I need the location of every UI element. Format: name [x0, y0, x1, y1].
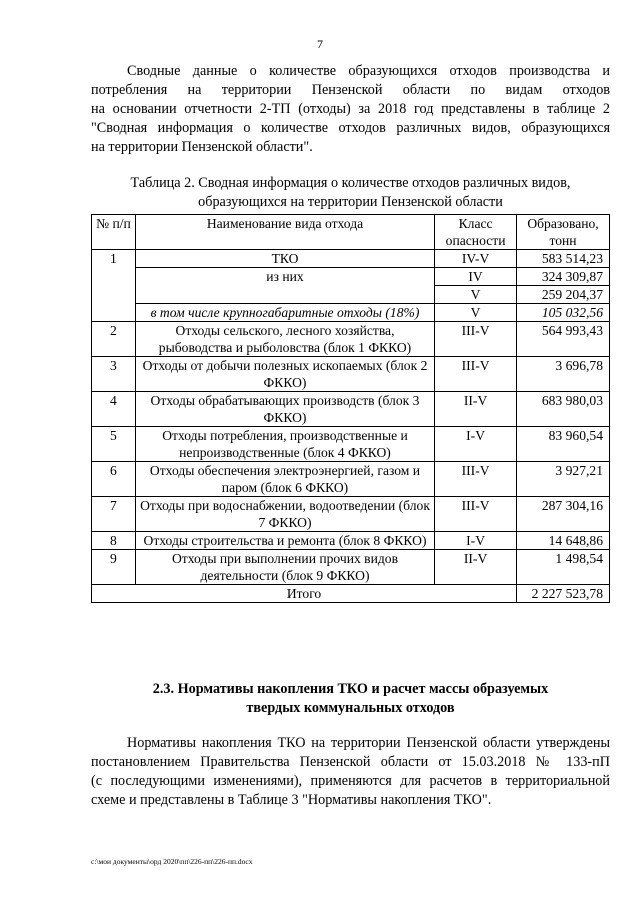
- norms-line: (с последующими изменениями), применяются для расчетов в территориальной: [91, 773, 610, 789]
- page-number: 7: [317, 37, 323, 51]
- row-num: 4: [92, 392, 136, 427]
- row-class: I-V: [435, 532, 517, 550]
- row-value: 3 696,78: [517, 357, 610, 392]
- section-heading-line: 2.3. Нормативы накопления ТКО и расчет массы образуемых: [152, 681, 549, 697]
- total-value: 2 227 523,78: [517, 585, 610, 603]
- table-row: [92, 268, 610, 286]
- table-row: [92, 304, 610, 322]
- row-name: Отходы обеспечения электроэнергией, газом и паром (блок 6 ФККО): [135, 462, 434, 497]
- row-class: III-V: [435, 462, 517, 497]
- row-value: 564 993,43: [517, 322, 610, 357]
- waste-table: [91, 214, 610, 603]
- table-row: [92, 357, 610, 392]
- row-value: 105 032,56: [517, 304, 610, 322]
- row-name: из них: [135, 268, 434, 304]
- table-total-row: [92, 585, 610, 603]
- row-class: II-V: [435, 392, 517, 427]
- row-value: 1 498,54: [517, 550, 610, 585]
- table-row: [92, 550, 610, 585]
- row-class: III-V: [435, 497, 517, 532]
- table-row: [92, 462, 610, 497]
- file-path-footer: c:\мои документы\орд 2020\пп\226-пп\226-пп.docx: [91, 857, 253, 866]
- row-name: Отходы строительства и ремонта (блок 8 ФККО): [135, 532, 434, 550]
- header-formed: Образовано, тонн: [517, 215, 610, 250]
- row-class: V: [435, 286, 517, 304]
- header-num: № п/п: [92, 215, 136, 250]
- row-value: 14 648,86: [517, 532, 610, 550]
- norms-line: Нормативы накопления ТКО на территории Пензенской области утверждены: [127, 735, 610, 751]
- row-value: 287 304,16: [517, 497, 610, 532]
- row-num: 5: [92, 427, 136, 462]
- row-class: V: [435, 304, 517, 322]
- row-num: 2: [92, 322, 136, 357]
- table-row: [92, 392, 610, 427]
- header-name: Наименование вида отхода: [135, 215, 434, 250]
- intro-line: на территории Пензенской области".: [91, 139, 313, 155]
- header-class: Класс опасности: [435, 215, 517, 250]
- norms-paragraph: [91, 734, 610, 810]
- row-name: Отходы при водоснабжении, водоотведении (блок 7 ФККО): [135, 497, 434, 532]
- table-caption: [91, 174, 610, 212]
- intro-paragraph: [91, 62, 610, 157]
- row-num: 7: [92, 497, 136, 532]
- row-value: 3 927,21: [517, 462, 610, 497]
- row-class: IV: [435, 268, 517, 286]
- table-caption-line: Таблица 2. Сводная информация о количестве отходов различных видов,: [130, 175, 571, 191]
- row-class: III-V: [435, 357, 517, 392]
- section-heading-line: твердых коммунальных отходов: [246, 700, 455, 716]
- section-heading: [91, 680, 610, 718]
- row-class: I-V: [435, 427, 517, 462]
- norms-line: схеме и представлены в Таблице 3 "Нормативы накопления ТКО".: [91, 792, 492, 808]
- row-name: ТКО: [135, 250, 434, 268]
- row-name: Отходы при выполнении прочих видов деятельности (блок 9 ФККО): [135, 550, 434, 585]
- row-name: в том числе крупногабаритные отходы (18%): [135, 304, 434, 322]
- row-num: 8: [92, 532, 136, 550]
- total-label: Итого: [92, 585, 517, 603]
- row-num: 6: [92, 462, 136, 497]
- table-row: [92, 427, 610, 462]
- row-value: 324 309,87: [517, 268, 610, 286]
- row-num: 1: [92, 250, 136, 322]
- intro-line: потребления на территории Пензенской области по видам отходов: [91, 82, 610, 98]
- row-value: 683 980,03: [517, 392, 610, 427]
- row-value: 83 960,54: [517, 427, 610, 462]
- row-class: III-V: [435, 322, 517, 357]
- row-num: 9: [92, 550, 136, 585]
- row-class: IV-V: [435, 250, 517, 268]
- table-caption-line: образующихся на территории Пензенской области: [198, 194, 503, 210]
- intro-line: "Сводная информация о количестве отходов различных видов, образующихся: [91, 120, 610, 136]
- row-class: II-V: [435, 550, 517, 585]
- table-row: [92, 532, 610, 550]
- table-row: [92, 322, 610, 357]
- row-value: 259 204,37: [517, 286, 610, 304]
- row-name: Отходы сельского, лесного хозяйства, рыбоводства и рыболовства (блок 1 ФККО): [135, 322, 434, 357]
- row-num: 3: [92, 357, 136, 392]
- table-header-row: [92, 215, 610, 250]
- row-name: Отходы потребления, производственные и непроизводственные (блок 4 ФККО): [135, 427, 434, 462]
- norms-line: постановлением Правительства Пензенской области от 15.03.2018 № 133-пП: [91, 754, 610, 770]
- intro-line: Сводные данные о количестве образующихся отходов производства и: [127, 63, 610, 79]
- table-row: [92, 250, 610, 268]
- table-row: [92, 497, 610, 532]
- row-name: Отходы обрабатывающих производств (блок 3 ФККО): [135, 392, 434, 427]
- intro-line: на основании отчетности 2-ТП (отходы) за 2018 год представлены в таблице 2: [91, 101, 610, 117]
- row-name: Отходы от добычи полезных ископаемых (блок 2 ФККО): [135, 357, 434, 392]
- row-value: 583 514,23: [517, 250, 610, 268]
